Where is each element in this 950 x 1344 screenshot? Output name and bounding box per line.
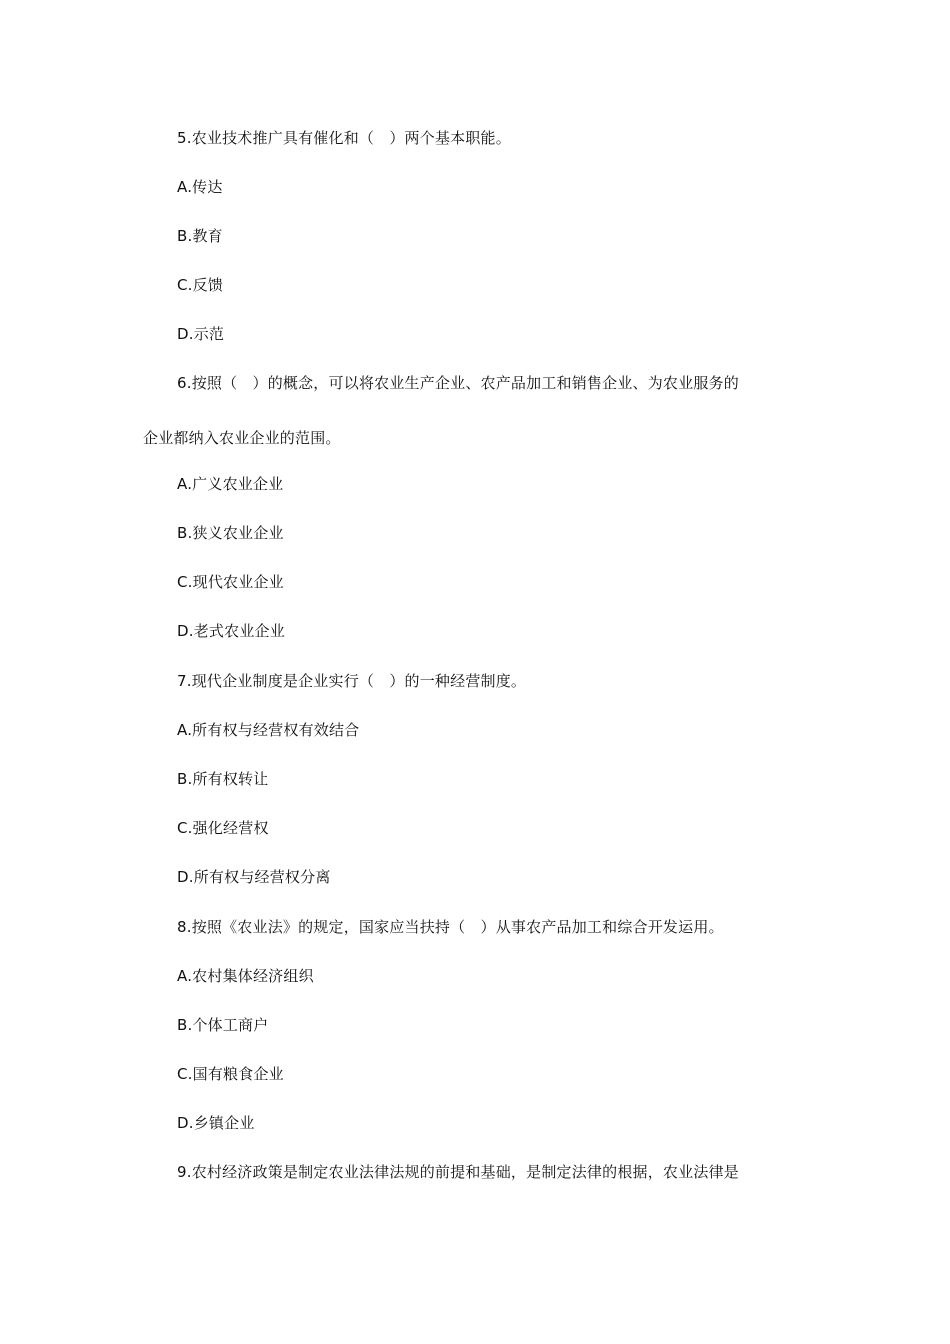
question-7-option-c: C.强化经营权: [177, 819, 269, 837]
question-7-stem: 7.现代企业制度是企业实行（ ）的一种经营制度。: [177, 672, 527, 690]
question-5-option-d: D.示范: [177, 325, 225, 343]
question-5-stem: 5.农业技术推广具有催化和（ ）两个基本职能。: [177, 129, 511, 147]
question-8-option-d: D.乡镇企业: [177, 1114, 255, 1132]
question-5-option-b: B.教育: [177, 227, 223, 245]
question-6-option-b: B.狭义农业企业: [177, 524, 284, 542]
question-6-stem: 6.按照（ ）的概念，可以将农业生产企业、农产品加工和销售企业、为农业服务的: [177, 374, 739, 392]
question-8-option-c: C.国有粮食企业: [177, 1065, 284, 1083]
question-5-option-a: A.传达: [177, 178, 223, 196]
question-6-stem-continued: 企业都纳入农业企业的范围。: [143, 429, 341, 447]
question-7-option-b: B.所有权转让: [177, 770, 269, 788]
question-5-option-c: C.反馈: [177, 276, 224, 294]
question-6-option-c: C.现代农业企业: [177, 573, 284, 591]
question-8-option-a: A.农村集体经济组织: [177, 967, 314, 985]
question-7-option-a: A.所有权与经营权有效结合: [177, 721, 360, 739]
question-9-stem: 9.农村经济政策是制定农业法律法规的前提和基础，是制定法律的根据，农业法律是: [177, 1163, 739, 1181]
question-6-option-a: A.广义农业企业: [177, 475, 284, 493]
question-8-stem: 8.按照《农业法》的规定，国家应当扶持（ ）从事农产品加工和综合开发运用。: [177, 918, 724, 936]
question-6-option-d: D.老式农业企业: [177, 622, 285, 640]
question-7-option-d: D.所有权与经营权分离: [177, 868, 331, 886]
question-8-option-b: B.个体工商户: [177, 1016, 269, 1034]
